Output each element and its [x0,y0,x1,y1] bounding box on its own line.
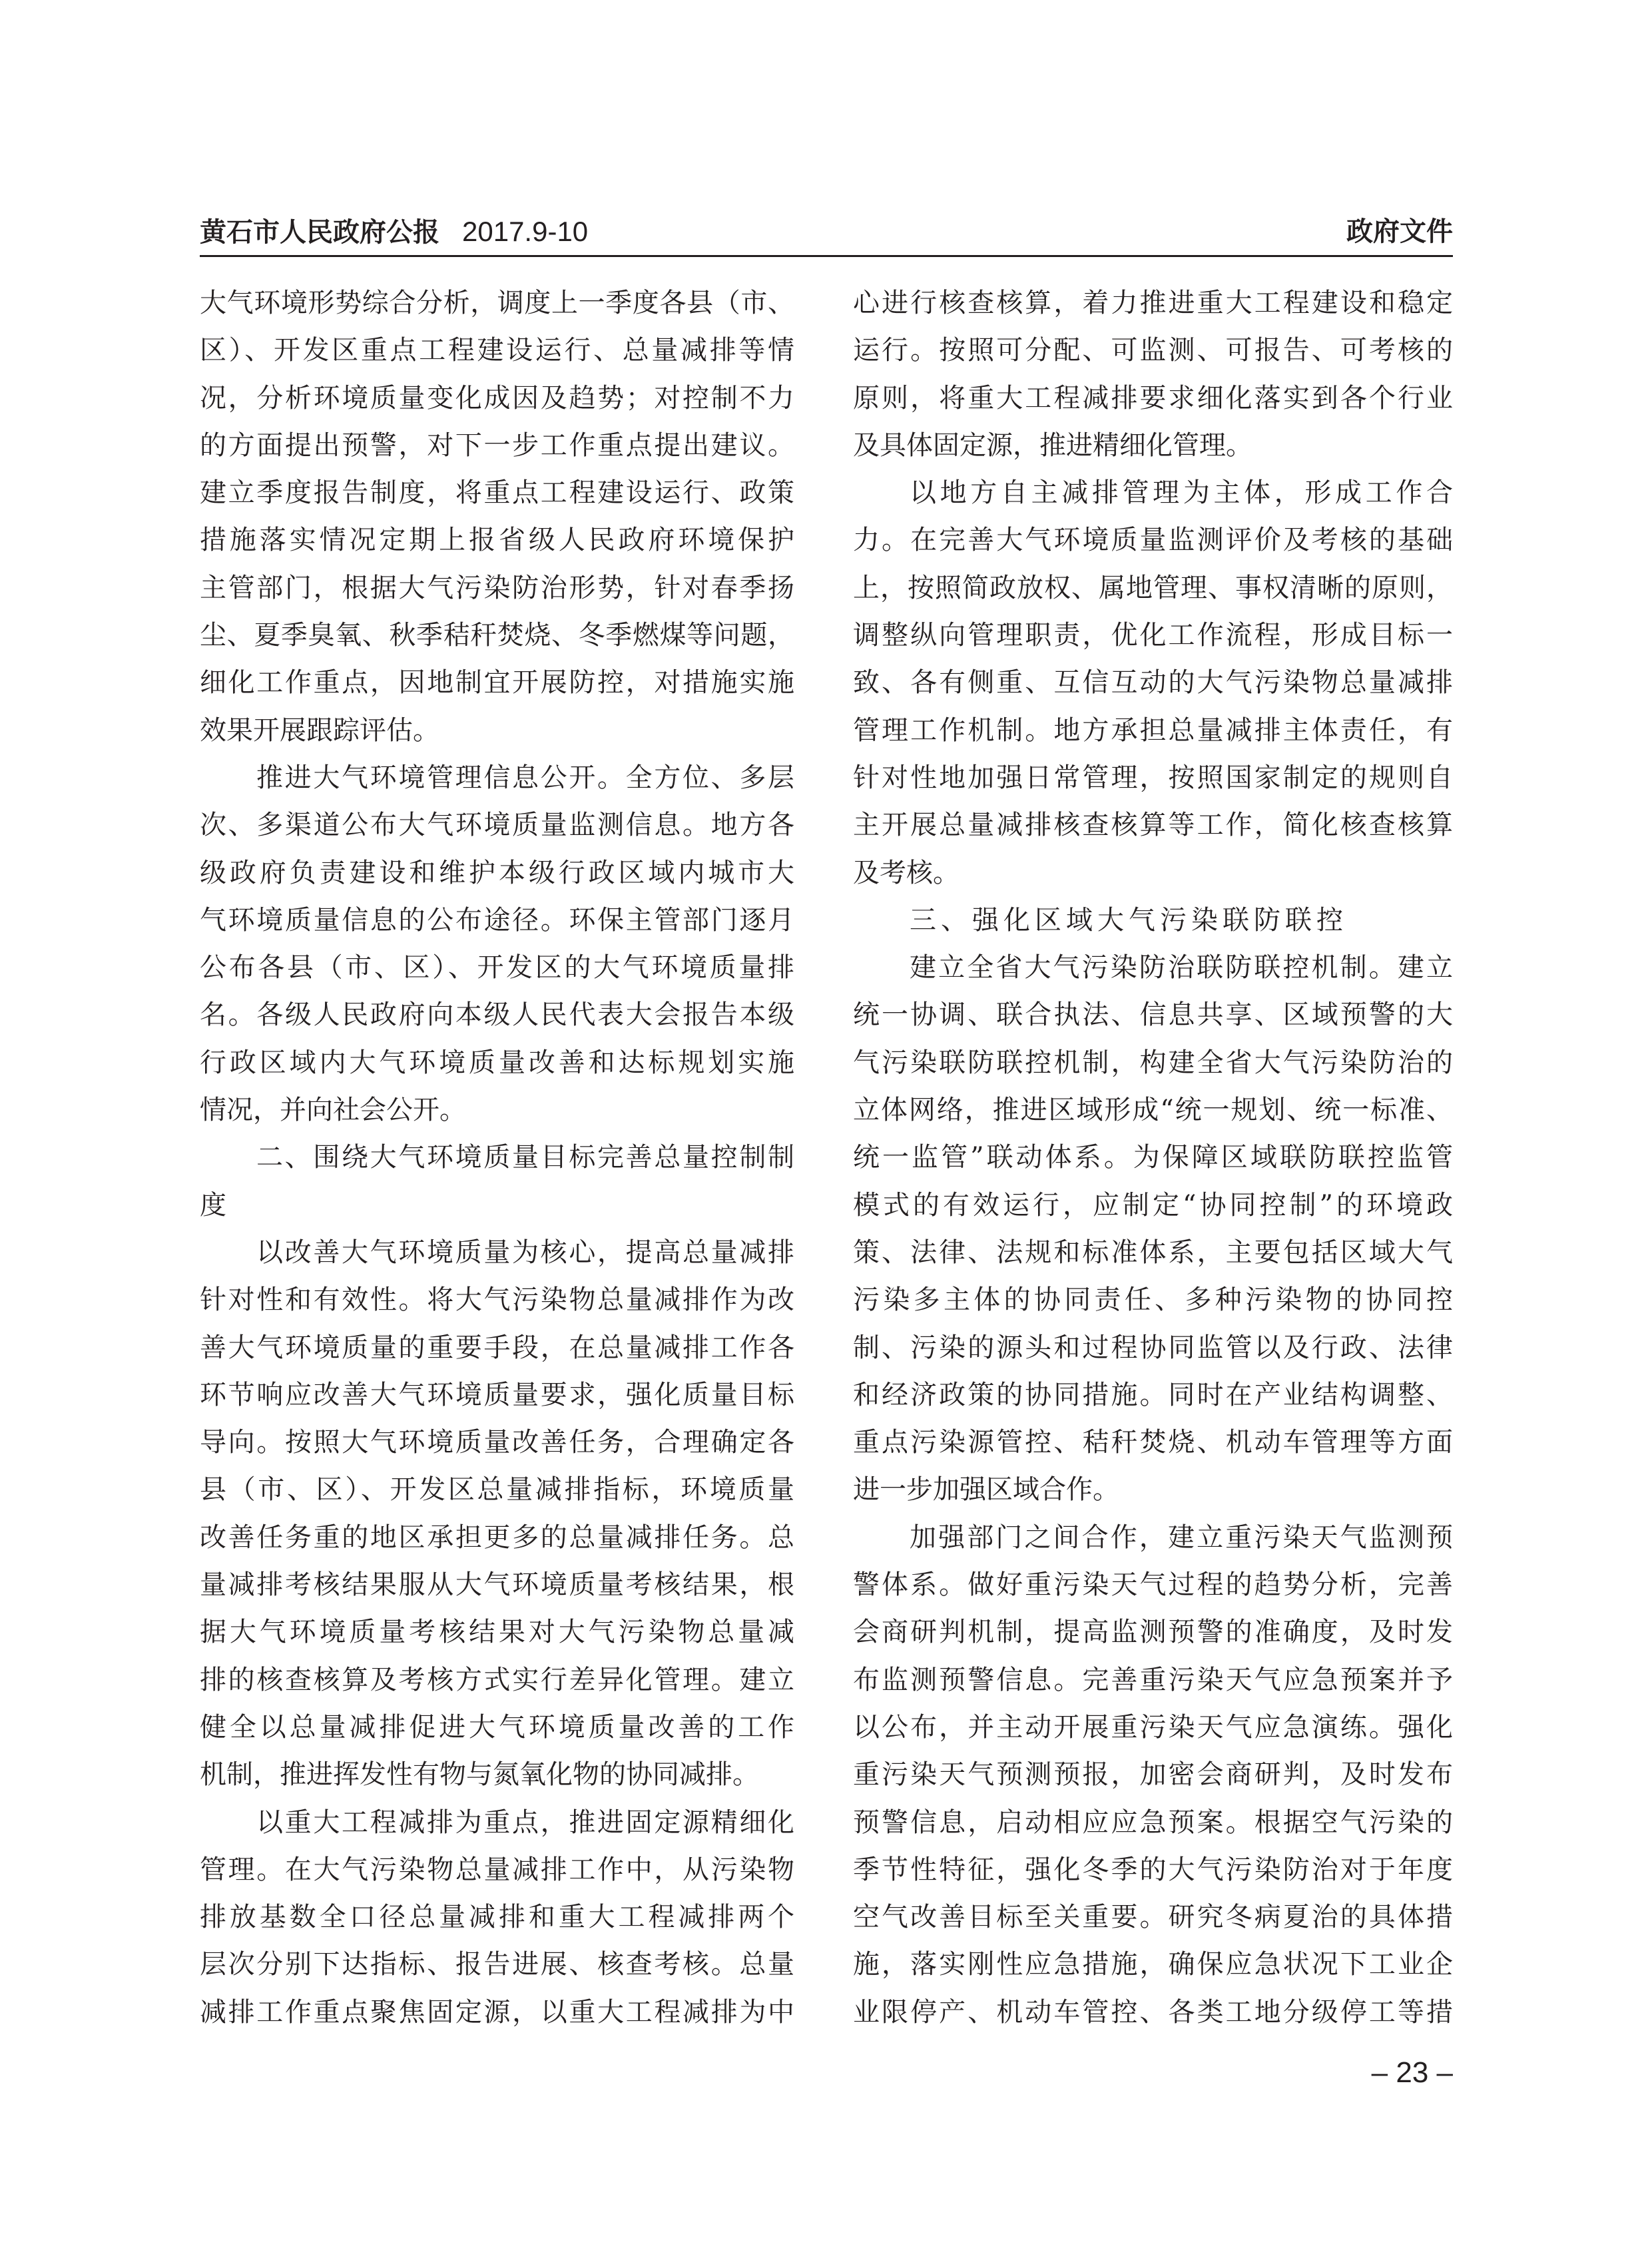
heading-line: 三、强化区域大气污染联防联控 [910,904,1348,936]
header-left [200,213,588,250]
header-rule [200,255,1453,257]
text-line: 以公布，并主动开展重污染天气应急演练。强化 [853,1711,1453,1743]
section-heading [853,897,1453,944]
text-line: 环节响应改善大气环境质量要求，强化质量目标 [200,1379,794,1410]
text-line: 模式的有效运行，应制定“协同控制”的环境政 [853,1189,1453,1221]
heading-line: 度 [200,1189,231,1221]
section-heading [200,1134,794,1229]
text-line: 排放基数全口径总量减排和重大工程减排两个 [200,1902,794,1933]
text-line: 公布各县（市、区）、开发区的大气环境质量排 [200,952,794,983]
text-line: 运行。按照可分配、可监测、可报告、可考核的 [853,335,1453,366]
text-line: 心进行核查核算，着力推进重大工程建设和稳定 [853,288,1453,318]
text-line: 层次分别下达指标、报告进展、核查考核。总量 [200,1949,794,1980]
section-label: 政府文件 [1346,216,1453,247]
text-line: 建立全省大气污染防治联防联控机制。建立 [910,952,1453,983]
text-line: 业限停产、机动车管控、各类工地分级停工等措 [853,1996,1453,2028]
text-line: 及具体固定源，推进精细化管理。 [853,429,1252,461]
text-line: 以地方自主减排管理为主体，形成工作合 [910,477,1453,509]
text-line: 统一监管”联动体系。为保障区域联防联控监管 [853,1142,1453,1173]
text-line: 立体网络，推进区域形成“统一规划、统一标准、 [853,1095,1453,1126]
text-line: 推进大气环境管理信息公开。全方位、多层 [256,762,794,793]
text-line: 空气改善目标至关重要。研究冬病夏治的具体措 [853,1902,1453,1933]
text-line: 况，分析环境质量变化成因及趋势；对控制不力 [200,382,794,414]
text-line: 季节性特征，强化冬季的大气污染防治对于年度 [853,1854,1453,1885]
text-line: 以改善大气环境质量为核心，提高总量减排 [256,1237,794,1268]
text-line: 导向。按照大气环境质量改善任务，合理确定各 [200,1427,794,1458]
text-line: 大气环境形势综合分析，调度上一季度各县（市、 [200,288,794,318]
text-line: 制、污染的源头和过程协同监管以及行政、法律 [853,1332,1453,1363]
text-line: 致、各有侧重、互信互动的大气污染物总量减排 [853,667,1453,699]
text-line: 情况，并向社会公开。 [200,1095,466,1126]
text-line: 主开展总量减排核查核算等工作，简化核查核算 [853,810,1453,841]
text-line: 效果开展跟踪评估。 [200,714,439,746]
text-line: 机制，推进挥发性有物与氮氧化物的协同减排。 [200,1759,759,1791]
text-line: 改善任务重的地区承担更多的总量减排任务。总 [200,1522,794,1553]
text-line: 排的核查核算及考核方式实行差异化管理。建立 [200,1664,794,1695]
text-line: 和经济政策的协同措施。同时在产业结构调整、 [853,1379,1453,1410]
paragraph [853,944,1453,1514]
text-line: 针对性地加强日常管理，按照国家制定的规则自 [853,762,1453,793]
paragraph [853,469,1453,897]
text-line: 重污染天气预测预报，加密会商研判，及时发布 [853,1759,1453,1791]
page-number: – 23 – [1371,2056,1453,2089]
text-line: 管理工作机制。地方承担总量减排主体责任，有 [853,714,1453,746]
text-line: 级政府负责建设和维护本级行政区域内城市大 [200,857,794,888]
text-line: 上，按照简政放权、属地管理、事权清晰的原则， [853,572,1453,603]
text-line: 警体系。做好重污染天气过程的趋势分析，完善 [853,1569,1453,1601]
text-line: 以重大工程减排为重点，推进固定源精细化 [256,1807,794,1838]
text-line: 管理。在大气污染物总量减排工作中，从污染物 [200,1854,794,1885]
text-line: 气污染联防联控机制，构建全省大气污染防治的 [853,1047,1453,1078]
text-line: 据大气环境质量考核结果对大气污染物总量减 [200,1617,794,1648]
text-line: 减排工作重点聚焦固定源，以重大工程减排为中 [200,1996,794,2028]
paragraph [200,754,794,1134]
text-line: 行政区域内大气环境质量改善和达标规划实施 [200,1047,794,1078]
running-header [200,213,1453,250]
text-line: 策、法律、法规和标准体系，主要包括区域大气 [853,1237,1453,1268]
column-right [853,280,1453,2036]
column-left [200,280,794,2036]
paragraph [200,1229,794,1799]
text-line: 建立季度报告制度，将重点工程建设运行、政策 [200,477,794,509]
text-line: 健全以总量减排促进大气环境质量改善的工作 [200,1711,794,1743]
paragraph [200,1799,794,2036]
text-line: 进一步加强区域合作。 [853,1474,1119,1506]
paragraph [853,1514,1453,2036]
text-line: 加强部门之间合作，建立重污染天气监测预 [910,1522,1453,1553]
text-line: 名。各级人民政府向本级人民代表大会报告本级 [200,999,794,1031]
text-line: 施，落实刚性应急措施，确保应急状况下工业企 [853,1949,1453,1980]
text-line: 次、多渠道公布大气环境质量监测信息。地方各 [200,810,794,841]
text-line: 预警信息，启动相应应急预案。根据空气污染的 [853,1807,1453,1838]
text-line: 力。在完善大气环境质量监测评价及考核的基础 [853,525,1453,556]
text-line: 会商研判机制，提高监测预警的准确度，及时发 [853,1617,1453,1648]
text-line: 细化工作重点，因地制宜开展防控，对措施实施 [200,667,794,699]
issue-number: 2017.9-10 [462,216,589,247]
text-line: 尘、夏季臭氧、秋季秸秆焚烧、冬季燃煤等问题， [200,620,794,651]
text-line: 统一协调、联合执法、信息共享、区域预警的大 [853,999,1453,1031]
text-line: 原则，将重大工程减排要求细化落实到各个行业 [853,382,1453,414]
text-line: 量减排考核结果服从大气环境质量考核结果，根 [200,1569,794,1601]
text-line: 善大气环境质量的重要手段，在总量减排工作各 [200,1332,794,1363]
text-line: 调整纵向管理职责，优化工作流程，形成目标一 [853,620,1453,651]
text-line: 的方面提出预警，对下一步工作重点提出建议。 [200,429,794,461]
text-line: 气环境质量信息的公布途径。环保主管部门逐月 [200,904,794,936]
text-line: 及考核。 [853,857,960,888]
paragraph [200,280,794,754]
heading-line: 二、围绕大气环境质量目标完善总量控制制 [256,1142,794,1173]
text-line: 区）、开发区重点工程建设运行、总量减排等情 [200,335,794,366]
text-line: 针对性和有效性。将大气污染物总量减排作为改 [200,1284,794,1316]
text-line: 措施落实情况定期上报省级人民政府环境保护 [200,525,794,556]
text-line: 县（市、区）、开发区总量减排指标，环境质量 [200,1474,794,1506]
publication-title: 黄石市人民政府公报 [200,217,439,248]
paragraph [853,280,1453,469]
text-line: 污染多主体的协同责任、多种污染物的协同控 [853,1284,1453,1316]
text-line: 主管部门，根据大气污染防治形势，针对春季扬 [200,572,794,603]
text-line: 布监测预警信息。完善重污染天气应急预案并予 [853,1664,1453,1695]
text-line: 重点污染源管控、秸秆焚烧、机动车管理等方面 [853,1427,1453,1458]
